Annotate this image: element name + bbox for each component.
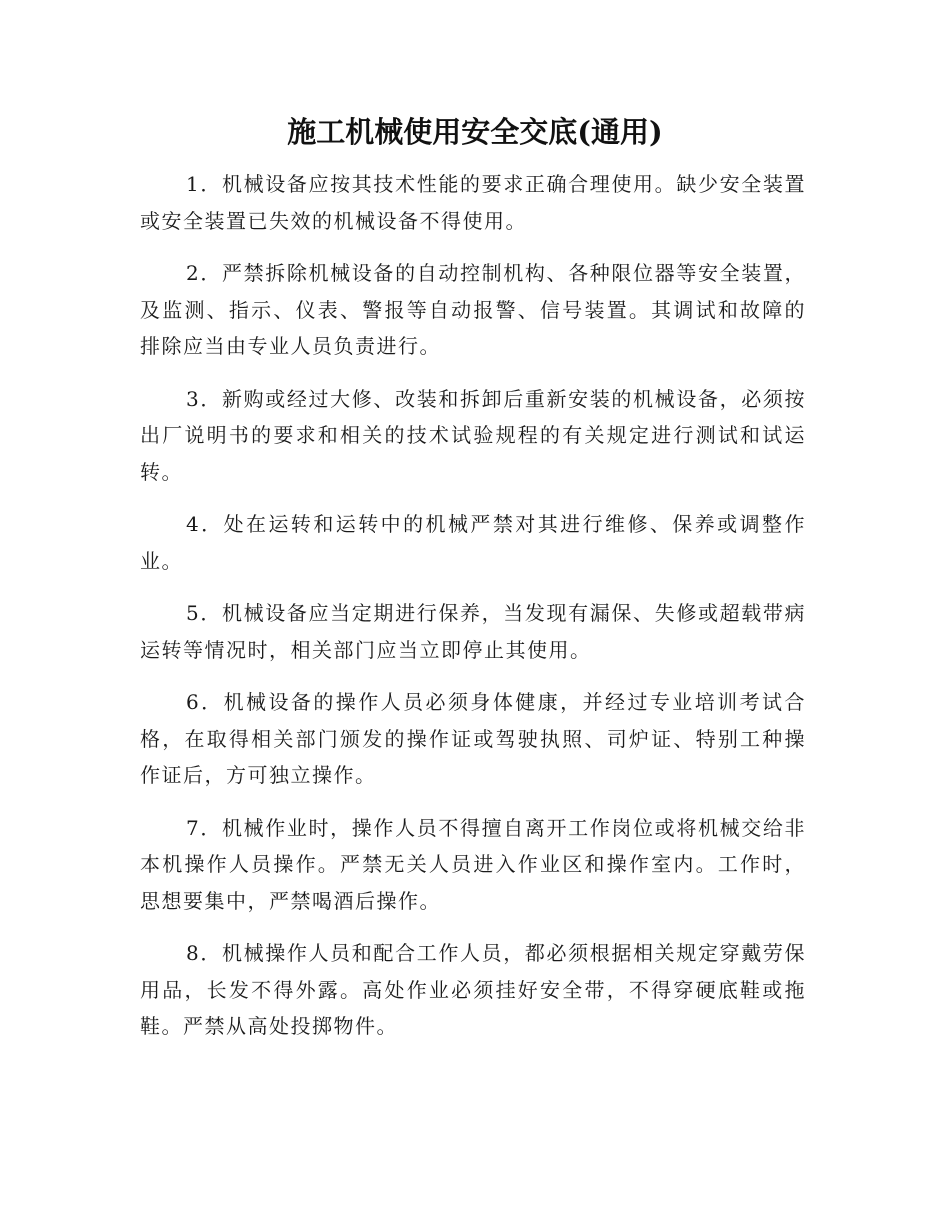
paragraph-7: 7．机械作业时，操作人员不得擅自离开工作岗位或将机械交给非本机操作人员操作。严禁无关人员进入作业区和操作室内。工作时，思想要集中，严禁喝酒后操作。: [140, 815, 806, 913]
document-title: 施工机械使用安全交底(通用): [287, 115, 663, 149]
paragraph-3: 3．新购或经过大修、改装和拆卸后重新安装的机械设备，必须按出厂说明书的要求和相关的技术试验规程的有关规定进行测试和试运转。: [140, 386, 806, 484]
paragraph-8: 8．机械操作人员和配合工作人员，都必须根据相关规定穿戴劳保用品，长发不得外露。高处作业必须挂好安全带，不得穿硬底鞋或拖鞋。严禁从高处投掷物件。: [140, 941, 806, 1038]
paragraph-5: 5．机械设备应当定期进行保养，当发现有漏保、失修或超载带病运转等情况时，相关部门应当立即停止其使用。: [140, 601, 806, 662]
document-body: [140, 166, 806, 1061]
paragraph-4: 4．处在运转和运转中的机械严禁对其进行维修、保养或调整作业。: [140, 512, 806, 573]
paragraph-2: 2．严禁拆除机械设备的自动控制机构、各种限位器等安全装置，及监测、指示、仪表、警报等自动报警、信号装置。其调试和故障的排除应当由专业人员负责进行。: [140, 261, 806, 358]
paragraph-1: 1．机械设备应按其技术性能的要求正确合理使用。缺少安全装置或安全装置已失效的机械设备不得使用。: [140, 172, 806, 233]
paragraph-6: 6．机械设备的操作人员必须身体健康，并经过专业培训考试合格，在取得相关部门颁发的操作证或驾驶执照、司炉证、特别工种操作证后，方可独立操作。: [140, 690, 806, 787]
